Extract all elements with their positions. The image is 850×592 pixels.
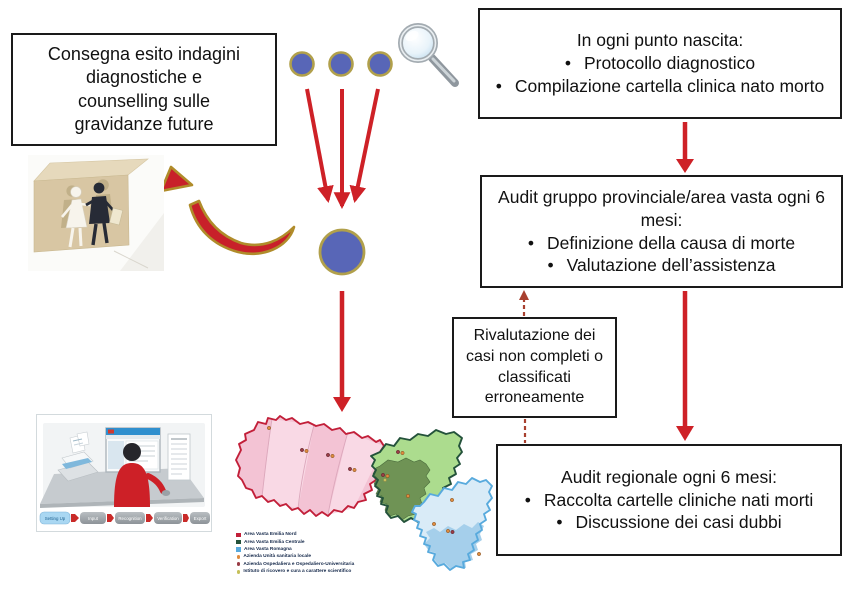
legend-swatch: [236, 540, 241, 544]
legend-dot: [237, 562, 241, 566]
box-audit-prov-title: Audit gruppo provinciale/area vasta ogni 6 mesi:: [498, 187, 825, 230]
legend-item-area-romagna: Area Vasta Romagna: [236, 546, 354, 553]
magnifying-glass-icon: [401, 26, 456, 84]
legend-item-irccs: Istituto di ricovero e cura a carattere scientifico: [236, 568, 354, 575]
map-area-emilia-nord: [236, 416, 384, 516]
arrow-to-map: [333, 291, 351, 412]
legend-dot: [237, 555, 241, 559]
document-list-illustration: [168, 434, 190, 480]
box-audit-prov-bullet-1: • Definizione della causa di morte: [490, 232, 833, 255]
step-label: Input: [88, 515, 98, 521]
box-audit-provinciale: [480, 175, 843, 288]
data-entry-workstation-image: [36, 414, 212, 532]
converging-arrows: [307, 89, 378, 206]
step-label: Export: [193, 515, 207, 521]
couple-cutout-box-photo: [28, 155, 164, 271]
box-audit-prov-bullet-2: • Valutazione dell’assistenza: [490, 254, 833, 277]
legend-swatch: [236, 547, 241, 551]
box-audit-regionale: [496, 444, 842, 556]
box-punto-nascita: [478, 8, 842, 119]
box-consegna-esito: [11, 33, 277, 146]
step-label: Recognition: [118, 515, 142, 521]
box-punto-title: In ogni punto nascita:: [576, 30, 744, 51]
case-circles: [291, 53, 392, 76]
box-audit-reg-bullet-2: • Discussione dei casi dubbi: [506, 511, 832, 534]
legend-dot: [237, 570, 241, 574]
legend-item-ausl: Azienda Unità sanitaria locale: [236, 553, 354, 560]
legend-item-area-nord: Area Vasta Emilia Nord: [236, 531, 354, 538]
box-punto-bullet-2: • Compilazione cartella clinica nato morto: [490, 75, 830, 98]
box-punto-bullet-1: • Protocollo diagnostico: [490, 52, 830, 75]
map-legend: [236, 531, 354, 575]
box-audit-reg-title: Audit regionale ogni 6 mesi:: [561, 466, 777, 487]
box-rivalutazione: [452, 317, 617, 418]
legend-item-area-centrale: Area Vasta Emilia Centrale: [236, 538, 354, 545]
collection-circle: [320, 230, 364, 274]
legend-swatch: [236, 533, 241, 537]
step-label: Setting Up: [44, 515, 66, 521]
box-consegna-text: Consegna esito indagini diagnostiche e counselling sulle gravidanze future: [47, 43, 241, 134]
step-label: Verification: [157, 515, 179, 521]
curved-return-arrow-icon: [161, 167, 294, 254]
legend-item-aziende-ospedaliere: Azienda Ospedaliera e Ospedaliero-Universitaria: [236, 561, 354, 568]
arrow-provinciale-to-regionale: [676, 291, 694, 441]
arrow-nascita-to-provinciale: [676, 122, 694, 173]
box-rivalutazione-text: Rivalutazione dei casi non completi o classificati erroneamente: [466, 326, 603, 407]
box-audit-reg-bullet-1: • Raccolta cartelle cliniche nati morti: [506, 489, 832, 512]
